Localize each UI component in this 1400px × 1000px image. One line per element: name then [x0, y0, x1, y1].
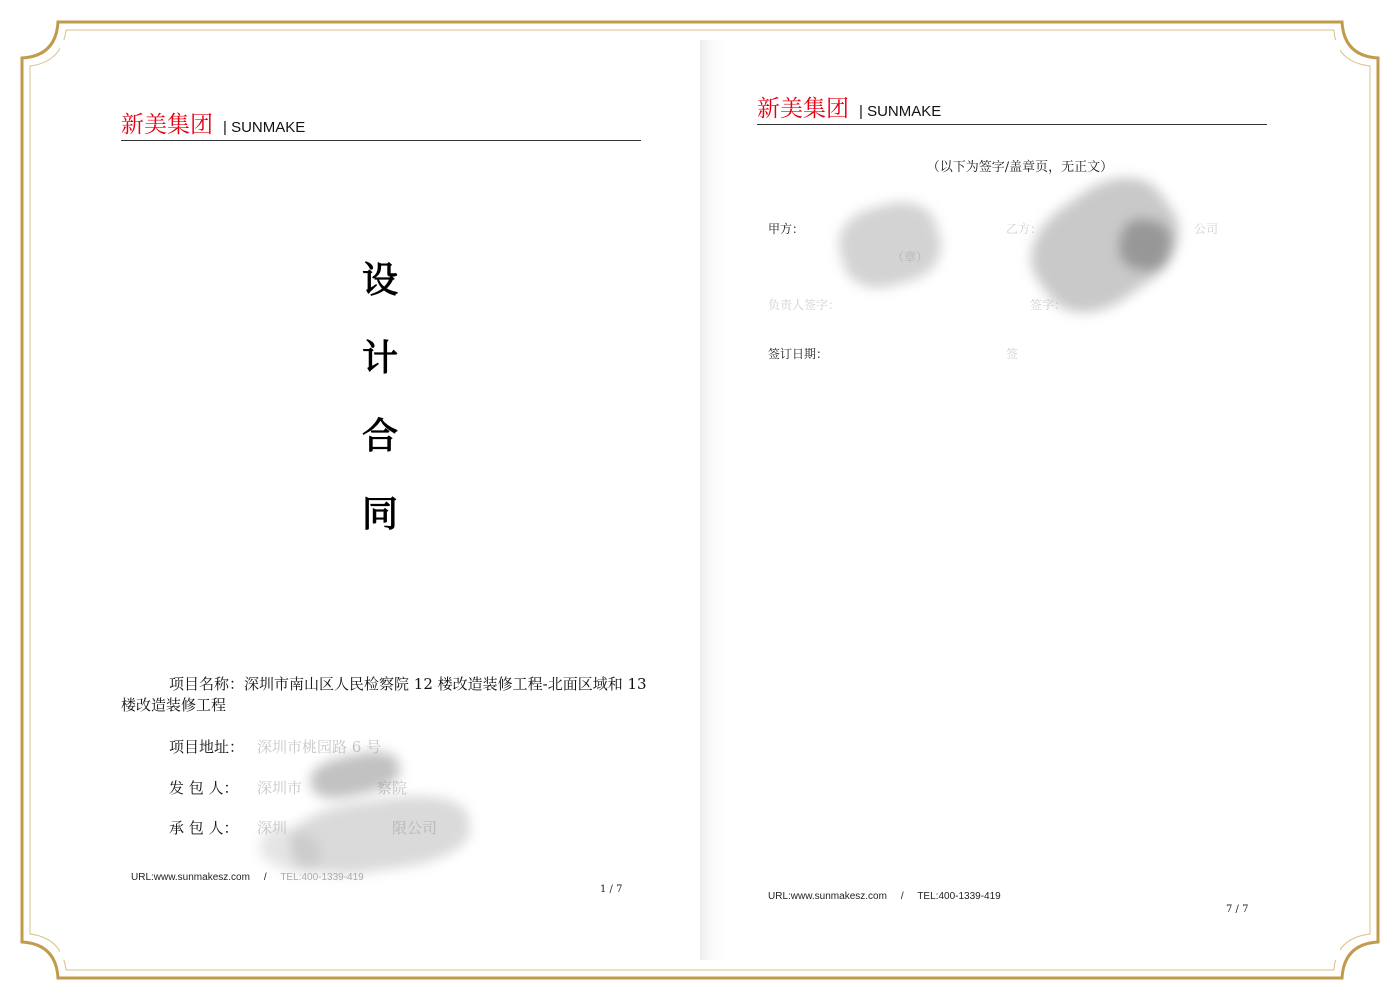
party-a-label: 甲方：: [768, 222, 805, 236]
footer-contact: [768, 891, 1001, 902]
seal-mark: （章）: [892, 250, 929, 264]
page-number: 1 / 7: [600, 884, 623, 895]
field-label: 承 包 人：: [169, 819, 239, 837]
brand-logo-cn: 新美集团: [757, 96, 849, 122]
field-label: 发 包 人：: [169, 779, 239, 797]
footer-url: URL:www.sunmakesz.com: [768, 891, 887, 902]
project-name: [121, 674, 647, 716]
footer-tel: TEL:400-1339-419: [280, 872, 364, 883]
project-name-value: 深圳市南山区人民检察院 12 楼改造装修工程-北面区域和 13 楼改造装修工程: [121, 675, 647, 714]
field-project-address: [169, 736, 381, 757]
project-name-label: 项目名称：: [169, 675, 245, 693]
responsible-signature-label-b: 签字：: [1030, 298, 1067, 312]
sign-date-label-b: 签: [1006, 347, 1019, 361]
brand-logo-en: | SUNMAKE: [859, 103, 942, 120]
party-b-label: 乙方：: [1006, 222, 1043, 236]
field-value: 深圳市桃园路 6 号: [257, 738, 382, 756]
footer-url: URL:www.sunmakesz.com: [131, 872, 250, 883]
brand-logo-en: | SUNMAKE: [223, 119, 306, 136]
title-char-4: 同: [362, 493, 399, 535]
footer-tel: TEL:400-1339-419: [917, 891, 1001, 902]
signature-page: [700, 40, 1340, 960]
field-value: 深圳 限公司: [257, 819, 438, 837]
title-char-1: 设: [362, 259, 399, 301]
field-value: 深圳市 察院: [257, 779, 408, 797]
brand-logo-cn: 新美集团: [121, 112, 213, 138]
responsible-signature-label: 负责人签字：: [768, 298, 841, 312]
page-header: [121, 106, 641, 141]
footer-contact: [131, 872, 364, 883]
cover-page: [60, 40, 700, 960]
page-number: 7 / 7: [1226, 904, 1249, 915]
title-char-3: 合: [362, 415, 399, 457]
sign-date-label: 签订日期：: [768, 347, 829, 361]
footer-separator: /: [263, 872, 267, 883]
page-header: [757, 90, 1267, 125]
party-b-company-tail: 公司: [1194, 222, 1219, 236]
signature-notice: （以下为签字/盖章页，无正文）: [926, 160, 1114, 175]
field-label: 项目地址：: [169, 738, 245, 756]
footer-separator: /: [900, 891, 904, 902]
redaction-smudge: [831, 193, 948, 296]
title-char-2: 计: [362, 337, 399, 379]
